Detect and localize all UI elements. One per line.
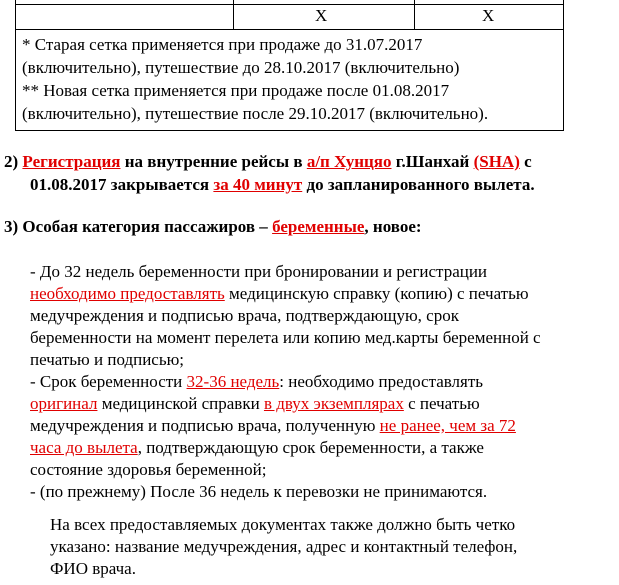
bullet-2-line — [30, 415, 516, 437]
item-number: 3) — [4, 217, 19, 236]
text: , новое: — [364, 217, 422, 236]
text: - Срок беременности — [30, 372, 187, 391]
item-number: 2) — [4, 152, 19, 171]
text: , подтверждающую срок беременности, а также — [137, 438, 484, 457]
text: на внутренние рейсы в — [120, 152, 307, 171]
table-note-line: (включительно), путешествие после 29.10.2017 (включительно). — [22, 104, 489, 123]
text: до запланированного вылета. — [302, 175, 535, 194]
bullet-2-line: состояние здоровья беременной; — [30, 460, 267, 479]
highlight-registration: Регистрация — [22, 152, 121, 171]
item-3-heading — [4, 216, 422, 238]
bullet-2-line — [30, 393, 480, 415]
text: с печатью — [403, 394, 480, 413]
text: медицинскую справку (копию) с печатью — [224, 284, 529, 303]
bullet-1-line: печатью и подписью; — [30, 350, 185, 369]
text: : необходимо предоставлять — [279, 372, 484, 391]
highlight-airport-code: (SHA) — [473, 152, 520, 171]
footer-note-line: указано: название медучреждения, адрес и контактный телефон, — [50, 537, 518, 556]
bullet-1-line — [30, 283, 529, 305]
table-mark: X — [315, 6, 328, 25]
text: Особая категория пассажиров – — [22, 217, 273, 236]
table-note-line: ** Новая сетка применяется при продаже после 01.08.2017 — [22, 81, 450, 100]
text: г.Шанхай — [391, 152, 474, 171]
text: 01.08.2017 закрывается — [30, 175, 214, 194]
text: с — [519, 152, 532, 171]
table-column-divider — [414, 0, 415, 30]
highlight-airport: а/п Хунцяо — [306, 152, 392, 171]
highlight-weeks: 32-36 недель — [186, 372, 280, 391]
table-column-divider — [233, 0, 234, 30]
highlight-must-provide: необходимо предоставлять — [30, 284, 225, 303]
footer-note-line: На всех предоставляемых документах также должно быть четко — [50, 515, 516, 534]
bullet-1-line: - До 32 недель беременности при бронировании и регистрации — [30, 262, 488, 281]
item-2-line-2 — [30, 174, 535, 196]
highlight-hours-before: часа до вылета — [30, 438, 138, 457]
highlight-original: оригинал — [30, 394, 98, 413]
bullet-3-line: - (по прежнему) После 36 недель к перевозки не принимаются. — [30, 482, 488, 501]
highlight-pregnant: беременные — [272, 217, 365, 236]
bullet-1-line: медучреждения и подписью врача, подтверждающую, срок — [30, 306, 459, 325]
bullet-1-line: беременности на момент перелета или копию мед.карты беременной с — [30, 328, 541, 347]
item-2-line-1 — [4, 151, 532, 173]
bullet-2-line — [30, 437, 484, 459]
table-note-line: (включительно), путешествие до 28.10.2017 (включительно) — [22, 58, 460, 77]
highlight-minutes: за 40 минут — [213, 175, 303, 194]
text: медучреждения и подписью врача, полученную — [30, 416, 380, 435]
text: медицинской справки — [97, 394, 264, 413]
highlight-not-earlier: не ранее, чем за 72 — [379, 416, 516, 435]
footer-note-line: ФИО врача. — [50, 559, 136, 578]
table-mark: X — [482, 6, 495, 25]
bullet-2-line — [30, 371, 483, 393]
highlight-two-copies: в двух экземплярах — [263, 394, 404, 413]
table-note-line: * Старая сетка применяется при продаже до 31.07.2017 — [22, 35, 423, 54]
